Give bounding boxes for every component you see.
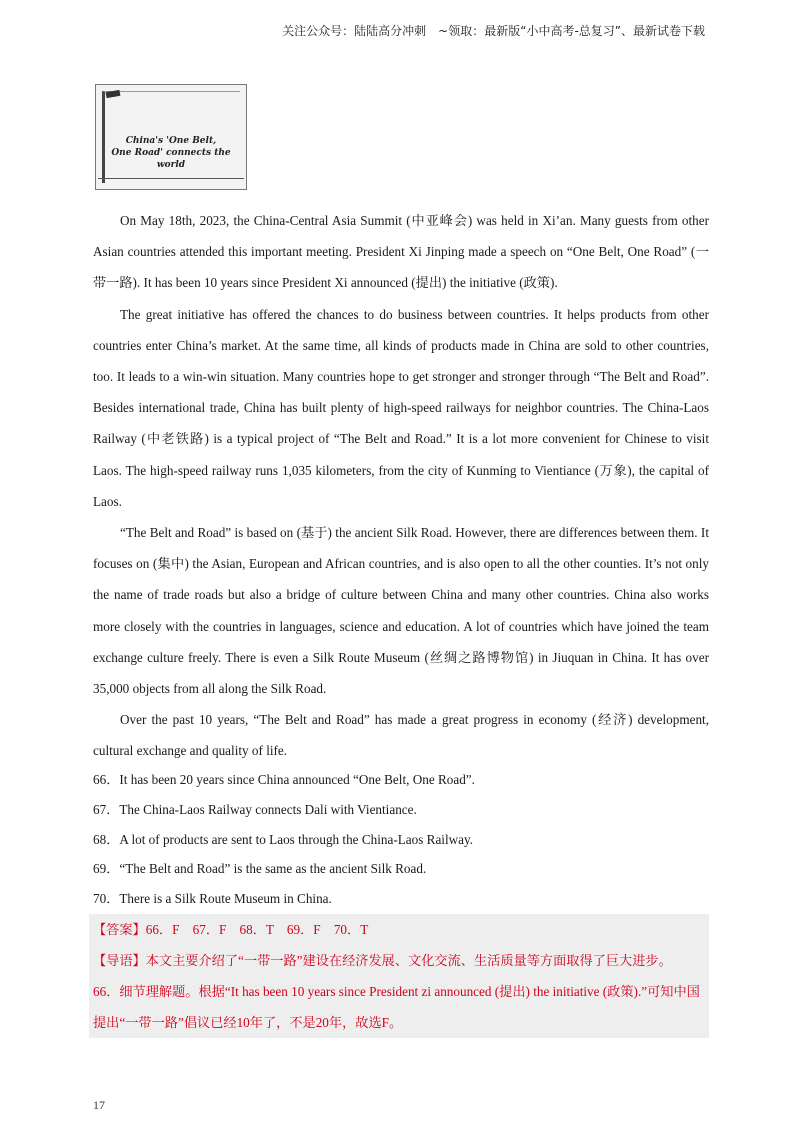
- image-underline: [98, 178, 244, 179]
- page-number: 17: [93, 1098, 105, 1112]
- passage-paragraph-2: The great initiative has offered the chances to do business between countries. It helps products from other countries enter China’s market. At the same time, all kinds of products made in China are sold to other countries, too. It leads to a win-win situation. Many countries hope to get stronger and stronger through “The Belt and Road”. Besides international trade, China has built plenty of high-speed railways for neighbor countries. The China-Laos Railway (中老铁路) is a typical project of “The Belt and Road.” It is a lot more convenient for Chinese to visit Laos. The high-speed railway runs 1,035 kilometers, from the city of Kunming to Vientiance (万象), the capital of Laos.: [93, 306, 709, 509]
- question-70: 70．There is a Silk Route Museum in China.: [93, 891, 332, 907]
- question-66: 66．It has been 20 years since China announced “One Belt, One Road”.: [93, 772, 475, 787]
- passage-paragraph-1: On May 18th, 2023, the China-Central Asia Summit (中亚峰会) was held in Xi’an. Many guests from other Asian countries attended this important meeting. President Xi Jinping made a speech on “One Belt, One Road” (一带一路). It has been 10 years since President Xi announced (提出) the initiative (政策).: [93, 213, 709, 291]
- passage: [93, 205, 709, 767]
- article-image: [95, 84, 247, 190]
- page-header: 关注公众号：陆陆高分冲刺 ~领取：最新版“小中高考-总复习”、最新试卷下载: [282, 24, 705, 38]
- passage-paragraph-3: “The Belt and Road” is based on (基于) the ancient Silk Road. However, there are differences between them. It focuses on (集中) the Asian, European and African countries, and is also open to all the other counties. It’s not only the name of trade roads but also a bridge of culture between China and many other countries. China also works more closely with the countries in languages, science and education. A lot of countries which have joined the team exchange culture freely. There is even a Silk Route Museum (丝绸之路博物馆) in Jiuquan in China. It has over 35,000 objects from all along the Silk Road.: [93, 525, 709, 697]
- image-caption-line-2: One Road' connects the world: [111, 148, 231, 170]
- answer-block: [89, 914, 709, 1038]
- guide-text: 【导语】本文主要介绍了“一带一路”建设在经济发展、文化交流、生活质量等方面取得了巨大进步。: [93, 953, 672, 968]
- image-caption: [104, 135, 238, 171]
- explanation-66: 66．细节理解题。根据“It has been 10 years since President zi announced (提出) the initiative (政策).”可知中国提出“一带一路”倡议已经10年了，不是20年，故选F。: [93, 984, 700, 1030]
- question-69: 69．“The Belt and Road” is the same as the ancient Silk Road.: [93, 861, 427, 877]
- question-67: 67．The China-Laos Railway connects Dali with Vientiance.: [93, 801, 417, 817]
- image-caption-line-1: China's 'One Belt,: [125, 136, 217, 146]
- passage-paragraph-4: Over the past 10 years, “The Belt and Road” has made a great progress in economy (经济) development, cultural exchange and quality of life.: [93, 712, 709, 759]
- answer-key: 【答案】66．F 67．F 68．T 69．F 70．T: [93, 922, 369, 937]
- question-68: 68．A lot of products are sent to Laos through the China-Laos Railway.: [93, 831, 474, 847]
- question-list: [93, 765, 709, 914]
